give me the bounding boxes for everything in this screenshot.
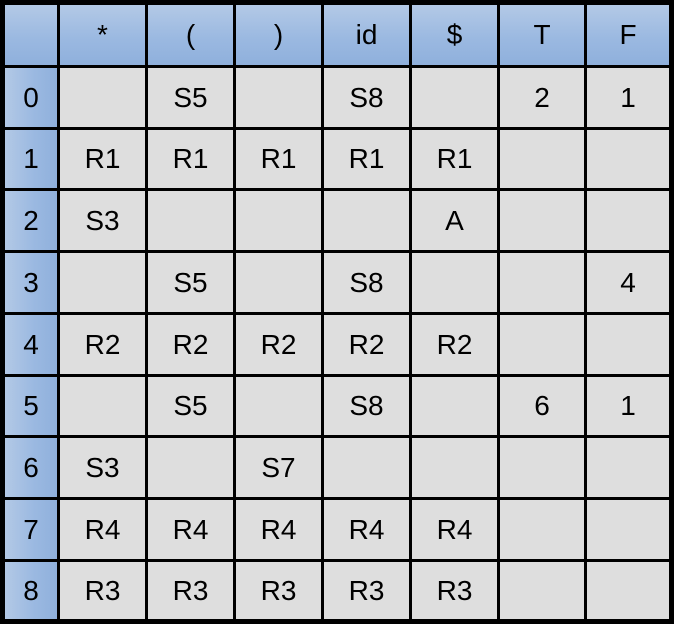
state-label: 1 <box>5 130 57 188</box>
action-cell: R3 <box>236 562 321 619</box>
goto-cell: 1 <box>587 377 669 435</box>
goto-cell <box>587 191 669 250</box>
action-cell: S5 <box>148 68 233 127</box>
action-cell: R2 <box>324 315 409 374</box>
goto-cell <box>587 562 669 619</box>
action-cell: R3 <box>148 562 233 619</box>
goto-cell <box>500 191 584 250</box>
goto-cell <box>500 500 584 559</box>
action-cell: R1 <box>236 130 321 188</box>
action-cell: R4 <box>412 500 497 559</box>
action-cell <box>236 253 321 312</box>
goto-cell: 1 <box>587 68 669 127</box>
action-header: $ <box>412 5 497 65</box>
action-cell <box>236 68 321 127</box>
action-cell: R3 <box>324 562 409 619</box>
action-header: * <box>60 5 145 65</box>
goto-cell <box>587 130 669 188</box>
action-cell: R1 <box>324 130 409 188</box>
action-cell: S5 <box>148 377 233 435</box>
action-cell: R2 <box>60 315 145 374</box>
action-cell: S3 <box>60 438 145 497</box>
state-label: 0 <box>5 68 57 127</box>
state-label: 2 <box>5 191 57 250</box>
action-cell: R2 <box>412 315 497 374</box>
goto-cell: 4 <box>587 253 669 312</box>
action-header: id <box>324 5 409 65</box>
action-cell: R3 <box>412 562 497 619</box>
state-label: 5 <box>5 377 57 435</box>
goto-cell <box>587 438 669 497</box>
goto-cell <box>587 315 669 374</box>
action-cell <box>412 438 497 497</box>
action-cell: S3 <box>60 191 145 250</box>
goto-header: F <box>587 5 669 65</box>
action-cell: R2 <box>236 315 321 374</box>
action-header: ) <box>236 5 321 65</box>
action-cell: S8 <box>324 377 409 435</box>
goto-cell: 6 <box>500 377 584 435</box>
state-label: 7 <box>5 500 57 559</box>
action-cell: R4 <box>236 500 321 559</box>
action-cell: R4 <box>324 500 409 559</box>
action-cell: S8 <box>324 253 409 312</box>
goto-cell <box>500 315 584 374</box>
action-cell <box>412 253 497 312</box>
action-cell <box>60 377 145 435</box>
action-cell: R1 <box>60 130 145 188</box>
action-cell: R3 <box>60 562 145 619</box>
goto-cell: 2 <box>500 68 584 127</box>
goto-cell <box>587 500 669 559</box>
action-cell <box>148 191 233 250</box>
action-cell <box>60 253 145 312</box>
goto-cell <box>500 253 584 312</box>
action-cell <box>236 191 321 250</box>
action-cell <box>324 191 409 250</box>
action-header: ( <box>148 5 233 65</box>
action-cell <box>60 68 145 127</box>
action-cell: R1 <box>412 130 497 188</box>
goto-cell <box>500 438 584 497</box>
goto-cell <box>500 562 584 619</box>
action-cell <box>236 377 321 435</box>
action-cell: R4 <box>60 500 145 559</box>
state-label: 4 <box>5 315 57 374</box>
action-cell <box>324 438 409 497</box>
state-label: 8 <box>5 562 57 619</box>
action-cell: S7 <box>236 438 321 497</box>
goto-header: T <box>500 5 584 65</box>
corner-cell <box>5 5 57 65</box>
action-cell <box>412 68 497 127</box>
action-cell: R2 <box>148 315 233 374</box>
action-cell: R4 <box>148 500 233 559</box>
action-cell <box>412 377 497 435</box>
state-label: 6 <box>5 438 57 497</box>
action-cell: S5 <box>148 253 233 312</box>
action-cell <box>148 438 233 497</box>
action-cell: S8 <box>324 68 409 127</box>
action-cell: R1 <box>148 130 233 188</box>
state-label: 3 <box>5 253 57 312</box>
goto-cell <box>500 130 584 188</box>
action-cell: A <box>412 191 497 250</box>
